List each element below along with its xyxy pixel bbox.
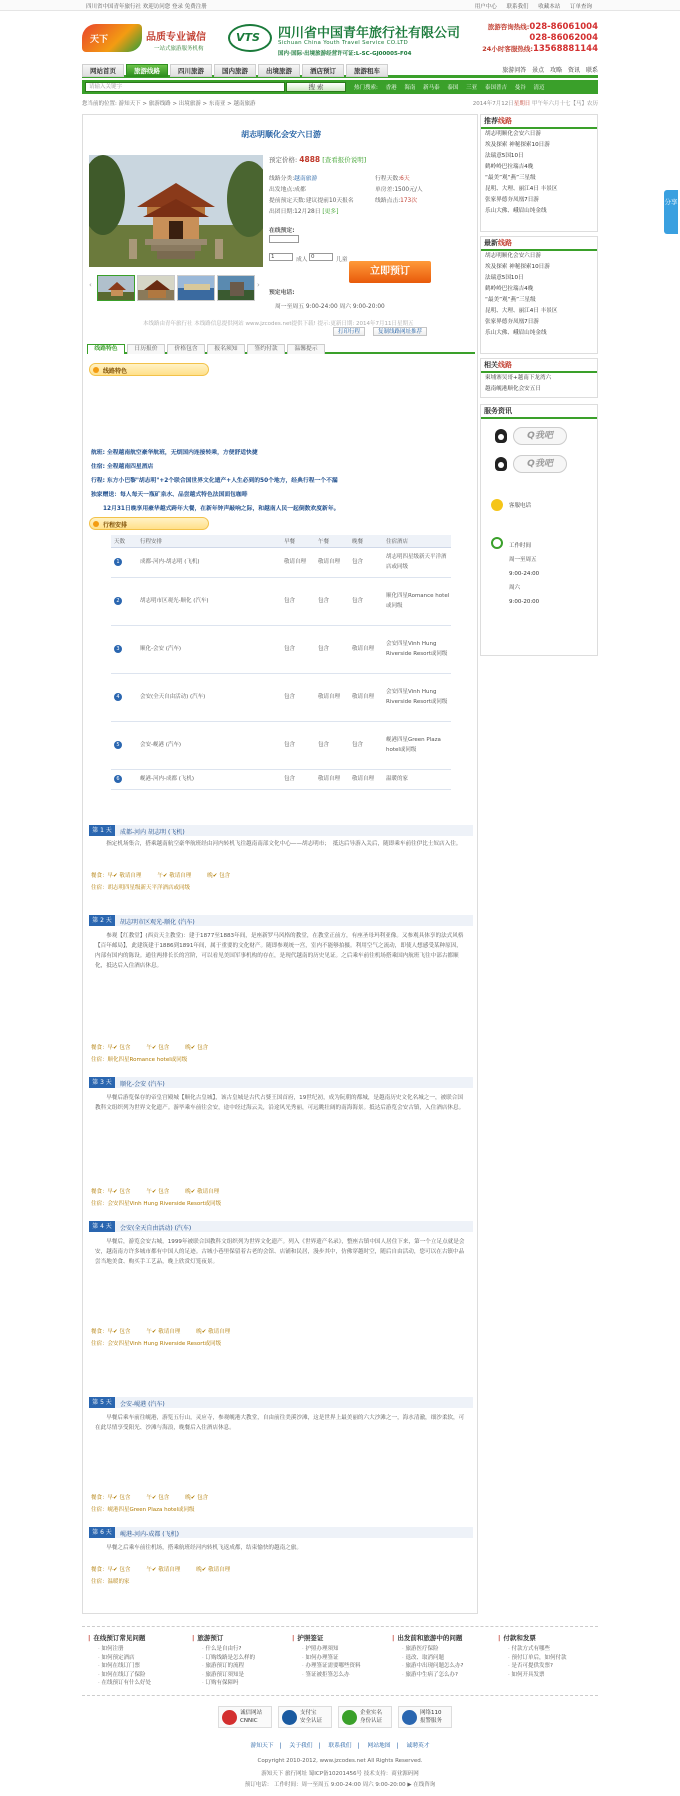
- day-hotel: 住宿：岘港四星Green Plaza hotel或同级: [91, 1507, 195, 1513]
- book-now-button[interactable]: 立即预订: [349, 261, 431, 283]
- footer-nav: 游知天下 | 关于我们 | 联系我们 | 网站地图 | 诚聘英才: [250, 1743, 430, 1749]
- feature-line: 住宿: 全程越南四星酒店: [91, 464, 154, 470]
- footer-nav-link[interactable]: 诚聘英才: [406, 1743, 430, 1749]
- nav-guides[interactable]: 攻略: [550, 67, 563, 74]
- shield-icon: [402, 1710, 417, 1725]
- more-dates-link[interactable]: [更多]: [322, 209, 339, 215]
- header: [82, 14, 598, 64]
- hot-words: 热门搜索: 香港 海南 新马泰 泰国 三亚 泰国普吉 曼谷 清迈: [354, 85, 545, 91]
- search-input[interactable]: 请输入关键字: [85, 82, 285, 92]
- footer-nav-link[interactable]: 联系我们: [328, 1743, 352, 1749]
- update-note: 本线路由青年旅行社 本线路信息提供网站 www.jzcodes.net提供下载! 提示:更新日期: 2014年7月11日星期五: [143, 321, 414, 327]
- hotword[interactable]: 泰国普吉: [484, 85, 507, 91]
- related-routes: 相关线路 柬埔寨吴哥+越南下龙湾六 越南岘港顺化会安五日: [480, 358, 598, 398]
- breadcrumb: [82, 99, 598, 109]
- hotword[interactable]: 新马泰: [423, 85, 440, 91]
- thumbnail[interactable]: [137, 275, 175, 301]
- feature-line: 航班: 全程越南航空豪华航班，无烦国内连接转乘，方便舒适快捷: [91, 450, 258, 456]
- day-description: 参观【红教堂】(西贡天主教堂)：建于1877至1883年间，是座新罗马风格的教堂，在教堂正前方，有座圣母玛利亚像。又参观具体享的法式风格【百年邮局】，此建筑建于1886到1891年间，属于重要的文化财产。随即参观统一宫，室内不能够拍摄。利用空气之流动，即使人想感受某种原因，内部有国内的陈设。通往两排长长的宫阶，可以看见美国军事机构的存在，是现代越南的历史见证。之后乘车前往机场搭乘国内航班飞往中部古都顺化，抵达后入住酒店休息。: [95, 933, 464, 969]
- hotword[interactable]: 三亚: [466, 85, 478, 91]
- list-item[interactable]: “最美”观“燕”三星级: [485, 297, 536, 303]
- bullet-icon: [93, 521, 99, 527]
- list-item[interactable]: 鹤岭岭巴拉瑞吉4晚: [485, 286, 534, 292]
- footer-link[interactable]: · 旅游医疗保险: [392, 1645, 488, 1654]
- user-center-link[interactable]: 用户中心: [474, 4, 497, 10]
- nav-home[interactable]: 网站首页: [82, 64, 124, 77]
- day-header: 第 5 天 会安-岘港 (汽车): [89, 1397, 473, 1408]
- day-header: 第 3 天 顺化-会安 (汽车): [89, 1077, 473, 1088]
- bullet-icon: [93, 367, 99, 373]
- list-item[interactable]: 昆明、大理、丽江4日 丰景区: [485, 186, 558, 192]
- table-row: 6 岘港-河内-成都 (飞机) 包含 敬请自理 敬请自理 温暖的家: [111, 769, 451, 789]
- day-description: 指定机场集合，搭乘越南航空豪华航班经由河内转机飞往越南南部文化中心——胡志明市； 抵达后导游入关后，随即乘车前往伊比士奴店入住。: [95, 841, 462, 847]
- footer-col: | 在线预订常见问题 · 如何注册 · 如何预定酒店 · 如何在线订门票 · 如何在线订了保险 · 在线预订有什么好处: [88, 1633, 184, 1688]
- list-item[interactable]: 乐山大佛、峨眉山纯金线: [485, 208, 547, 214]
- footer-col: | 旅游预订 · 什么是自由行? · 订购线路是怎么样的 · 旅游预订的流程 · 旅游预订须知是 · 订购有保障吗: [192, 1633, 288, 1688]
- footer-link[interactable]: · 旅游预订须知是: [192, 1671, 288, 1680]
- favorite-link[interactable]: 收藏本站: [538, 4, 561, 10]
- footer-link[interactable]: · 是否可提供发票?: [498, 1662, 594, 1671]
- product-photo[interactable]: [89, 155, 263, 267]
- hotword[interactable]: 泰国: [447, 85, 459, 91]
- nav-routes[interactable]: 旅游线路: [126, 64, 168, 77]
- price-value: 4888: [299, 155, 321, 164]
- footer-col: | 付款和发票 · 付款方式有哪些 · 预付订单后，如何付款 · 是否可提供发票? · 如何开具发票: [498, 1633, 594, 1679]
- feature-line: 12月31日晚享用豪华越式跨年大餐，在新年钟声敲响之际，和越南人民一起倒数欢度新年。: [103, 506, 340, 512]
- day-meals: 餐食：早✔ 包含 午✔ 敬请自理 晚✔ 敬请自理: [91, 1567, 231, 1573]
- footer-link[interactable]: · 付款方式有哪些: [498, 1645, 594, 1654]
- nav-domestic[interactable]: 国内旅游: [214, 64, 256, 77]
- list-item[interactable]: 昆明、大理、丽江4日 丰景区: [485, 308, 558, 314]
- breadcrumb-path[interactable]: 您当前的位置: 游知天下 > 旅游线路 > 出境旅游 > 东南亚 > 越南旅游: [82, 101, 256, 107]
- thumbnail[interactable]: [177, 275, 215, 301]
- table-row: 3 顺化-会安 (汽车) 包含 包含 敬请自理 会安四星Vinh Hung Riverside Resort或同级: [111, 625, 451, 673]
- footer-link[interactable]: · 订购有保障吗: [192, 1679, 288, 1688]
- footer-link[interactable]: · 旅游中出现问题怎么办?: [392, 1662, 488, 1671]
- footer-link[interactable]: · 签证被拒签怎么办: [292, 1671, 388, 1680]
- day-meals: 餐食：早✔ 敬请自理 午✔ 敬请自理 晚✔ 包含: [91, 873, 231, 879]
- advance-days: 建议提前10天报名: [305, 198, 354, 204]
- copy-url-button[interactable]: 复制线路网址推荐: [373, 327, 427, 336]
- day-header: 第 1 天 成都-河内 胡志明 (飞机): [89, 825, 473, 836]
- cert-badge[interactable]: 网络110 报警服务: [398, 1706, 452, 1728]
- trip-days: 6天: [400, 176, 410, 182]
- view-count: 173次: [400, 198, 418, 204]
- day-description: 早餐之后乘车前往机场，搭乘航班经河内转机飞返成都，结束愉快的越南之旅。: [95, 1545, 302, 1551]
- shield-icon: [282, 1710, 297, 1725]
- day-description: 早餐后游览保存的帝皇宫殿城【顺化古皇城】，该古皇城是古代占婆王国首府，19世纪初，成为阮朝的都城，是越南历史文化名城之一，被联合国教科文组织列为世界文化遗产。游毕乘车前往会安，途中经过海云关，沿途风光秀丽，可远眺壮阔的南海海景。抵达后游览会安古镇，入住酒店休息。: [95, 1095, 465, 1111]
- table-row: 1 成都-河内-胡志明 (飞机) 敬请自理 敬请自理 包含 胡志明四星级新天平洋酒店或同级: [111, 547, 451, 577]
- hotline: 旅游咨询热线:028-86061004 028-86062004 24小时客服热线:13568881144: [482, 22, 598, 54]
- table-row: 5 会安-岘港 (汽车) 包含 包含 包含 岘港四星Green Plaza hotel或同级: [111, 721, 451, 769]
- footer-link[interactable]: · 什么是自由行?: [192, 1645, 288, 1654]
- table-row: 2 胡志明市区观光-顺化 (汽车) 包含 包含 包含 顺化四星Romance hotel或同级: [111, 577, 451, 625]
- footer-link[interactable]: · 旅游中生病了怎么办?: [392, 1671, 488, 1680]
- day-hotel: 住宿：会安四星Vinh Hung Riverside Resort或同级: [91, 1201, 222, 1207]
- contact-link[interactable]: 联系我们: [506, 4, 529, 10]
- itinerary-table: [111, 535, 451, 790]
- day-description: 早餐后乘车前往岘港，游览五行山，灵应寺，参观岘港大教堂，自由前往美溪沙滩，这是世界上最美丽的六大沙滩之一，海水清澈，细沙柔软，可在此尽情享受阳光、沙滩与海浪，晚餐后入住酒店休息。: [95, 1415, 465, 1431]
- main-content: 胡志明顺化会安六日游 ‹ › 预定价格: 4888 [查看报价说明] 线路分类:越南旅游 行程天数:6天 出发地点:成都 单房差:1500元/人 提前预定天数:建议提前10天报名 线路点击:173次 出团日期:12月28日 [更多] 在线预定: 1 成人 0 儿童 预定电话: 周一至周五 9:00-24:00 周六 9:00-20:00 立即预订 本线路由青年旅行社 本线路信息提供网站 www.jzcodes.net提供下载! 提示:更新日期: 2014年7月11日星期五 打印行程 复制线路网址推荐 线路特色 日历报价 价格包含 报名须知 签约付款 温馨提示 线路特色 航班: 全程越南航空豪华航班，无烦国内连接转乘，方便舒适快捷 住宿: 全程越南四星酒店 行程: 东方小巴黎"胡志明"+2个联合国世界文化遗产+人生必到的50个地方，经典行程一个不漏 独家赠送：每人每天一瓶矿泉水、品尝越式特色法国面包咖啡 12月31日晚享用豪华越式跨年大餐，在新年钟声敲响之际，和越南人民一起倒数欢度新年。 行程安排 天数 行程安排 早餐 午餐 晚餐 住宿酒店 1 成都-河内-胡志明 (飞机) 敬请自理 敬请自理 包含 胡志明四星级新天平洋酒店或同级 2 胡志明市区观光-顺化 (汽车) 包含 包含 包含 顺化四星Romance hotel或同级 3 顺化-会安 (汽车) 包含 包含 敬请自理 会安四星Vinh Hung Riverside Resort或同级 4 会安(全天自由活动) (汽车) 包含 敬请自理 敬请自理 会安四星Vinh Hung Riverside Resort或同级 5 会安-岘港 (汽车) 包含 包含 包含 岘港四星Green Plaza hotel或同级 6 岘港-河内-成都 (飞机) 包含 敬请自理 敬请自理 温暖的家 第 1 天 成都-河内 胡志明 (飞机) 指定机场集合，搭乘越南航空豪华航班经由河内转机飞往越南南部文化中心——胡志明市； 抵达后导游入关后，随即乘车前往伊比士奴店入住。 餐食：早✔ 敬请自理 午✔ 敬请自理 晚✔ 包含 住宿：胡志明四星级新天平洋酒店或同级 第 2 天 胡志明市区观光-顺化 (汽车) 参观【红教堂】(西贡天主教堂)：建于1877至1883年间，是座新罗马风格的教堂，在教堂正前方，有座圣母玛利亚像。又参观具体享的法式风格【百年邮局】，此建筑建于1886到1891年间，属于重要的文化财产。随即参观统一宫，室内不能够拍摄。利用空气之流动，即使人想感受某种原因，内部有国内的陈设。通往两排长长的宫阶，可以看见美国军事机构的存在，是现代越南的历史见证。之后乘车前往机场搭乘国内航班飞往中部古都顺化，抵达后入住酒店休息。 餐食：早✔ 包含 午✔ 包含 晚✔ 包含 住宿：顺化四星Romance hotel或同级 第 3 天 顺化-会安 (汽车) 早餐后游览保存的帝皇宫殿城【顺化古皇城】，该古皇城是古代占婆王国首府，19世纪初，成为阮朝的都城，是越南历史文化名城之一，被联合国教科文组织列为世界文化遗产。游毕乘车前往会安，途中经过海云关，沿途风光秀丽，可远眺壮阔的南海海景。抵达后游览会安古镇，入住酒店休息。 餐食：早✔ 包含 午✔ 包含 晚✔ 敬请自理 住宿：会安四星Vinh Hung Riverside Resort或同级 第 4 天 会安(全天自由活动) (汽车) 早餐后，游览会安古城，1999年被联合国教科文组织列为世界文化遗产。列入《世界遗产名录》，整座古镇中国人居住下来，第一个立足点就是会安，越南南方许多城市都有中国人的足迹。古城小巷里保留着古老的会馆、店铺和民居，漫步其中，仿佛穿越时空，随后自由活动，您可以在古镇中品尝当地美食、购买手工艺品，晚上欣赏灯笼夜景。 餐食：早✔ 包含 午✔ 敬请自理 晚✔ 敬请自理 住宿：会安四星Vinh Hung Riverside Resort或同级 第 5 天 会安-岘港 (汽车) 早餐后乘车前往岘港，游览五行山，灵应寺，参观岘港大教堂，自由前往美溪沙滩，这是世界上最美丽的六大沙滩之一，海水清澈，细沙柔软，可在此尽情享受阳光、沙滩与海浪，晚餐后入住酒店休息。 餐食：早✔ 包含 午✔ 包含 晚✔ 包含 住宿：岘港四星Green Plaza hotel或同级 第 6 天 岘港-河内-成都 (飞机) 早餐之后乘车前往机场，搭乘航班经河内转机飞返成都，结束愉快的越南之旅。 餐食：早✔ 包含 午✔ 敬请自理 晚✔ 敬请自理 住宿：温暖的家: [82, 114, 478, 1614]
- day-header: 第 2 天 胡志明市区观光-顺化 (汽车): [89, 915, 473, 926]
- footer-col: | 出发前和旅游中的问题 · 旅游医疗保险 · 退改、取消问题 · 旅游中出现问题怎么办? · 旅游中生病了怎么办?: [392, 1633, 488, 1679]
- recommend-routes: 推荐线路 胡志明顺化会安六日游 埃及探索 神秘探索10日游 法瑞意5国10日 鹤岭岭巴拉瑞吉4晚 “最美”观“燕”三星级 昆明、大理、丽江4日 丰景区 张家界德夯凤凰7日游 乐山大佛、峨眉山纯金线: [480, 114, 598, 232]
- footer-link[interactable]: · 如何在线订了保险: [88, 1671, 184, 1680]
- nav-spots[interactable]: 景点: [532, 67, 545, 74]
- service-hours-block: 工作时间 周一至周五 9:00-24:00 周六 9:00-20:00: [509, 543, 540, 605]
- list-item[interactable]: 鹤岭岭巴拉瑞吉4晚: [485, 164, 534, 170]
- copyright: Copyright 2010-2012, www.jzcodes.net All Rights Reserved.: [257, 1758, 423, 1764]
- day-header: 第 4 天 会安(全天自由活动) (汽车): [89, 1221, 473, 1232]
- thumbnail[interactable]: [217, 275, 255, 301]
- hotline-phone-2: 028-86062004: [529, 33, 598, 43]
- footer-link[interactable]: · 如何开具发票: [498, 1671, 594, 1680]
- qq-penguin-icon: [495, 429, 507, 443]
- date-select[interactable]: [269, 235, 299, 243]
- site-logo[interactable]: 天下: [82, 24, 142, 52]
- footer-nav-link[interactable]: 关于我们: [289, 1743, 313, 1749]
- license-number: 国内·国际·出境旅游经营许可证:L-SC-GJ00005-F04: [278, 51, 412, 57]
- list-item[interactable]: 埃及探索 神秘探索10日游: [485, 142, 550, 148]
- day-meals: 餐食：早✔ 包含 午✔ 包含 晚✔ 敬请自理: [91, 1189, 220, 1195]
- tab-notice[interactable]: 报名须知: [207, 344, 245, 354]
- footer-link[interactable]: · 在线预订有什么好处: [88, 1679, 184, 1688]
- photo-thumbnails: [89, 275, 263, 303]
- cert-badge[interactable]: 诚信网站 CNNIC: [218, 1706, 272, 1728]
- list-item[interactable]: 越南岘港顺化会安五日: [485, 386, 541, 392]
- hotword[interactable]: 清迈: [533, 85, 545, 91]
- footer-link[interactable]: · 如何注册: [88, 1645, 184, 1654]
- icp-info: 游知天下 旅行网址 蜀ICP备10201456号 技术支持：商业源码网: [261, 1771, 419, 1777]
- service-hours: 周一至周五 9:00-24:00 周六 9:00-20:00: [275, 304, 385, 310]
- footer-link[interactable]: · 订购线路是怎么样的: [192, 1654, 288, 1663]
- hotline-mobile: 13568881144: [532, 44, 598, 54]
- list-item[interactable]: 胡志明顺化会安六日游: [485, 131, 541, 137]
- tab-price-include[interactable]: 价格包含: [167, 344, 205, 354]
- nav-hotel[interactable]: 酒店预订: [302, 64, 344, 77]
- day-meals: 餐食：早✔ 包含 午✔ 包含 晚✔ 包含: [91, 1045, 209, 1051]
- list-item[interactable]: 法瑞意5国10日: [485, 275, 524, 281]
- price-row: 预定价格: 4888 [查看报价说明]: [269, 155, 367, 164]
- table-header-row: 天数 行程安排 早餐 午餐 晚餐 住宿酒店: [111, 535, 451, 547]
- footer-link[interactable]: · 如何在线订门票: [88, 1662, 184, 1671]
- footer-link[interactable]: · 如何办理签证: [292, 1654, 388, 1663]
- print-button[interactable]: 打印行程: [333, 327, 365, 336]
- smile-icon: [491, 499, 503, 511]
- qq-penguin-icon: [495, 457, 507, 471]
- nav-news[interactable]: 资讯: [568, 67, 581, 74]
- footer-link[interactable]: · 预付订单后，如何付款: [498, 1654, 594, 1663]
- day-meals: 餐食：早✔ 包含 午✔ 包含 晚✔ 包含: [91, 1495, 209, 1501]
- table-row: 4 会安(全天自由活动) (汽车) 包含 敬请自理 敬请自理 会安四星Vinh Hung Riverside Resort或同级: [111, 673, 451, 721]
- day-hotel: 住宿：胡志明四星级新天平洋酒店或同级: [91, 885, 191, 891]
- hotword[interactable]: 香港: [385, 85, 397, 91]
- nav-outbound[interactable]: 出境旅游: [258, 64, 300, 77]
- feature-line: 独家赠送：每人每天一瓶矿泉水、品尝越式特色法国面包咖啡: [91, 492, 248, 498]
- date-display: 2014年7月12日星期日 甲午年六月十七【马】农历: [472, 101, 598, 107]
- search-bar: [82, 80, 598, 94]
- shield-icon: [222, 1710, 237, 1725]
- footer-nav-link[interactable]: 游知天下: [250, 1743, 274, 1749]
- thumbnail[interactable]: [97, 275, 135, 301]
- detail-tabs: [87, 341, 475, 354]
- feature-line: 行程: 东方小巴黎"胡志明"+2个联合国世界文化遗产+人生必到的50个地方，经典行程一个不漏: [91, 478, 338, 484]
- company-logo: VTS: [228, 24, 272, 52]
- day-hotel: 住宿：温暖的家: [91, 1579, 130, 1585]
- single-room-fee: 1500元/人: [394, 187, 423, 193]
- share-button[interactable]: 分享: [664, 190, 678, 234]
- shield-icon: [342, 1710, 357, 1725]
- welcome-text: 四川省中国青年旅行社 欢迎访问您 登录 免费注册: [86, 4, 207, 10]
- product-title: 胡志明顺化会安六日游: [241, 130, 321, 139]
- list-item[interactable]: 法瑞意5国10日: [485, 153, 524, 159]
- footer-link[interactable]: · 旅游预订的流程: [192, 1662, 288, 1671]
- list-item[interactable]: 乐山大佛、峨眉山纯金线: [485, 330, 547, 336]
- main-nav: [82, 64, 598, 78]
- footer-link[interactable]: · 如何预定酒店: [88, 1654, 184, 1663]
- list-item[interactable]: 柬埔寨吴哥+越南下龙湾六: [485, 375, 552, 381]
- day-meals: 餐食：早✔ 包含 午✔ 敬请自理 晚✔ 敬请自理: [91, 1329, 231, 1335]
- slogan-sub: 一站式旅游服务机构: [154, 46, 204, 52]
- footer-links: [82, 1626, 598, 1696]
- hotword[interactable]: 海南: [404, 85, 416, 91]
- prev-arrow-icon[interactable]: ‹: [89, 281, 92, 289]
- contact-info: 预订电话： 工作时间：周一至周五 9:00-24:00 周六 9:00-20:00 ▶ 在线咨询: [244, 1782, 436, 1788]
- nav-sichuan[interactable]: 四川旅游: [170, 64, 212, 77]
- qq-chat-button[interactable]: Q我吧: [491, 425, 569, 447]
- hotline-phone-1: 028-86061004: [529, 22, 598, 32]
- list-item[interactable]: “最美”观“燕”三星级: [485, 175, 536, 181]
- footer-col: | 护照签证 · 护照办理须知 · 如何办理签证 · 办理签证需要哪些资料 · 签证被拒签怎么办: [292, 1633, 388, 1679]
- booking-phone-label: 预定电话:: [269, 290, 295, 296]
- latest-routes: 最新线路 胡志明顺化会安六日游 埃及探索 神秘探索10日游 法瑞意5国10日 鹤岭岭巴拉瑞吉4晚 “最美”观“燕”三星级 昆明、大理、丽江4日 丰景区 张家界德夯凤凰7日游 乐山大佛、峨眉山纯金线: [480, 236, 598, 354]
- hotword[interactable]: 曼谷: [514, 85, 526, 91]
- cert-badge[interactable]: 企业实名 身份认证: [338, 1706, 392, 1728]
- tab-tips[interactable]: 温馨提示: [287, 344, 325, 354]
- tab-calendar[interactable]: 日历报价: [127, 344, 165, 354]
- adult-select[interactable]: 1: [269, 253, 293, 261]
- list-item[interactable]: 埃及探索 神秘探索10日游: [485, 264, 550, 270]
- day-hotel: 住宿：顺化四星Romance hotel或同级: [91, 1057, 188, 1063]
- clock-icon: [491, 537, 503, 549]
- tab-payment[interactable]: 签约付款: [247, 344, 285, 354]
- price-info-link[interactable]: [查看报价说明]: [322, 156, 367, 164]
- day-header: 第 6 天 岘港-河内-成都 (飞机): [89, 1527, 473, 1538]
- list-item[interactable]: 胡志明顺化会安六日游: [485, 253, 541, 259]
- slogan: 品质专业诚信: [146, 32, 206, 43]
- nav-qa[interactable]: 旅游问答: [502, 67, 527, 74]
- cert-badge[interactable]: 支付宝 安全认证: [278, 1706, 332, 1728]
- company-name-en: Sichuan China Youth Travel Service CO.LTD: [278, 40, 409, 46]
- top-links: [467, 2, 592, 10]
- departure-city: 成都: [294, 187, 306, 193]
- list-item[interactable]: 张家界德夯凤凰7日游: [485, 319, 539, 325]
- child-select[interactable]: 0: [309, 253, 333, 261]
- search-button[interactable]: 搜 索: [286, 82, 346, 92]
- line-type: 越南旅游: [294, 176, 318, 182]
- order-query-link[interactable]: 订单查询: [569, 4, 592, 10]
- footer-link[interactable]: · 护照办理须知: [292, 1645, 388, 1654]
- itinerary-heading: 行程安排: [89, 517, 209, 530]
- nav-small-links: [498, 64, 598, 77]
- nav-contact[interactable]: 联系: [585, 67, 598, 74]
- day-description: 早餐后，游览会安古城，1999年被联合国教科文组织列为世界文化遗产。列入《世界遗产名录》，整座古镇中国人居住下来，第一个立足点就是会安，越南南方许多城市都有中国人的足迹。古城小巷里保留着古老的会馆、店铺和民居，漫步其中，仿佛穿越时空，随后自由活动，您可以在古镇中品尝当地美食、购买手工艺品，晚上欣赏灯笼夜景。: [95, 1239, 465, 1265]
- service-info: 服务资讯 Q我吧 Q我吧 客服电话 工作时间 周一至周五 9:00-24:00 周六 9:00-20:00: [480, 404, 598, 656]
- features-heading: 线路特色: [89, 363, 209, 376]
- footer-nav-link[interactable]: 网站地图: [367, 1743, 391, 1749]
- top-bar: [0, 0, 680, 11]
- company-name: 四川省中国青年旅行社有限公司: [278, 26, 461, 41]
- next-arrow-icon[interactable]: ›: [257, 281, 260, 289]
- online-booking-label: 在线预定:: [269, 228, 295, 234]
- day-hotel: 住宿：会安四星Vinh Hung Riverside Resort或同级: [91, 1341, 222, 1347]
- tab-features[interactable]: 线路特色: [87, 344, 125, 354]
- qq-chat-button[interactable]: Q我吧: [491, 453, 569, 475]
- depart-date: 12月28日: [294, 209, 321, 215]
- footer-link[interactable]: · 办理签证需要哪些资料: [292, 1662, 388, 1671]
- footer-link[interactable]: · 退改、取消问题: [392, 1654, 488, 1663]
- list-item[interactable]: 张家界德夯凤凰7日游: [485, 197, 539, 203]
- service-phone-label: 客服电话: [509, 503, 532, 509]
- nav-car[interactable]: 旅游租车: [346, 64, 388, 77]
